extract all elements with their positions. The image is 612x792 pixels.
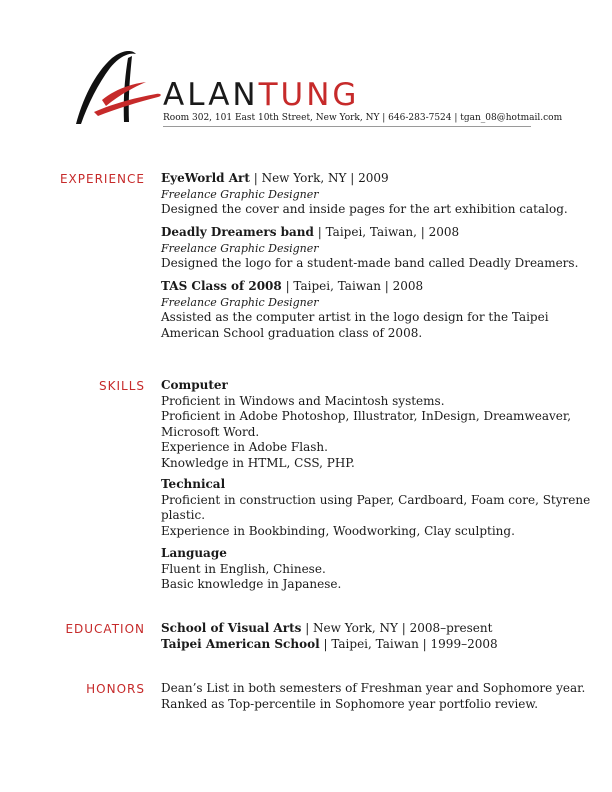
skill-line: Basic knowledge in Japanese. bbox=[161, 577, 342, 591]
job-role: Freelance Graphic Designer bbox=[161, 295, 319, 309]
job-role: Freelance Graphic Designer bbox=[161, 187, 319, 201]
honors-section bbox=[161, 681, 586, 712]
honors-heading: HONORS bbox=[86, 682, 145, 696]
job-entry bbox=[161, 279, 556, 341]
experience-heading: EXPERIENCE bbox=[59, 172, 145, 186]
experience-section bbox=[161, 171, 568, 218]
school-name: Taipei American School bbox=[161, 636, 320, 651]
job-role: Freelance Graphic Designer bbox=[161, 241, 319, 255]
last-name: TUNG bbox=[258, 77, 360, 113]
honor-line: Ranked as Top-percentile in Sophomore year portfolio review. bbox=[161, 696, 539, 711]
skill-line: Experience in Adobe Flash. bbox=[161, 440, 328, 454]
skill-line: Proficient in Adobe Photoshop, Illustrator, InDesign, Dreamweaver, bbox=[161, 409, 572, 423]
skill-line: Fluent in English, Chinese. bbox=[161, 561, 326, 576]
skill-group-title: Language bbox=[161, 546, 227, 560]
job-entry bbox=[161, 171, 568, 218]
job-description-line: Assisted as the computer artist in the logo design for the Taipei bbox=[161, 310, 549, 324]
skills-computer bbox=[161, 378, 572, 471]
stylized-a-logo-icon bbox=[72, 46, 164, 126]
school-name: School of Visual Arts bbox=[161, 621, 302, 635]
skills-technical bbox=[161, 477, 591, 539]
experience-section-2 bbox=[161, 225, 579, 272]
skill-line: plastic. bbox=[161, 508, 206, 522]
job-details: | Taipei, Taiwan | 2008 bbox=[281, 279, 424, 293]
job-entry bbox=[161, 225, 579, 272]
header-divider bbox=[163, 126, 531, 127]
skill-line: Experience in Bookbinding, Woodworking, Clay sculpting. bbox=[161, 523, 515, 538]
skills-language bbox=[161, 546, 556, 593]
job-org: TAS Class of 2008 bbox=[161, 279, 282, 293]
skill-group-title: Technical bbox=[161, 477, 226, 491]
job-details: | New York, NY | 2009 bbox=[249, 171, 389, 185]
job-org: Deadly Dreamers band bbox=[161, 225, 314, 239]
school-entry bbox=[161, 637, 556, 653]
job-description-line: American School graduation class of 2008. bbox=[161, 325, 423, 340]
school-details: | New York, NY | 2008–present bbox=[301, 621, 493, 635]
skill-group-title: Computer bbox=[161, 378, 228, 392]
resume-name bbox=[163, 77, 360, 113]
school-details: | Taipei, Taiwan | 1999–2008 bbox=[319, 636, 498, 651]
skills-heading: SKILLS bbox=[98, 379, 145, 393]
job-details: | Taipei, Taiwan, | 2008 bbox=[313, 225, 460, 239]
skill-line: Proficient in Windows and Macintosh systems. bbox=[161, 393, 445, 408]
experience-section-3 bbox=[161, 279, 556, 341]
first-name: ALAN bbox=[163, 77, 259, 113]
school-entry bbox=[161, 621, 556, 637]
education-heading: EDUCATION bbox=[65, 622, 145, 636]
honor-line: Dean’s List in both semesters of Freshman year and Sophomore year. bbox=[161, 681, 586, 695]
job-org: EyeWorld Art bbox=[161, 171, 250, 185]
education-section bbox=[161, 621, 556, 652]
contact-line: Room 302, 101 East 10th Street, New York, NY | 646-283-7524 | tgan_08@hotmail.com bbox=[163, 113, 563, 123]
skill-line: Proficient in construction using Paper, Cardboard, Foam core, Styrene bbox=[161, 492, 591, 507]
skill-line: Knowledge in HTML, CSS, PHP. bbox=[161, 455, 355, 470]
job-description: Designed the logo for a student-made band called Deadly Dreamers. bbox=[161, 256, 579, 270]
skill-line: Microsoft Word. bbox=[161, 424, 260, 439]
job-description: Designed the cover and inside pages for the art exhibition catalog. bbox=[161, 202, 568, 216]
